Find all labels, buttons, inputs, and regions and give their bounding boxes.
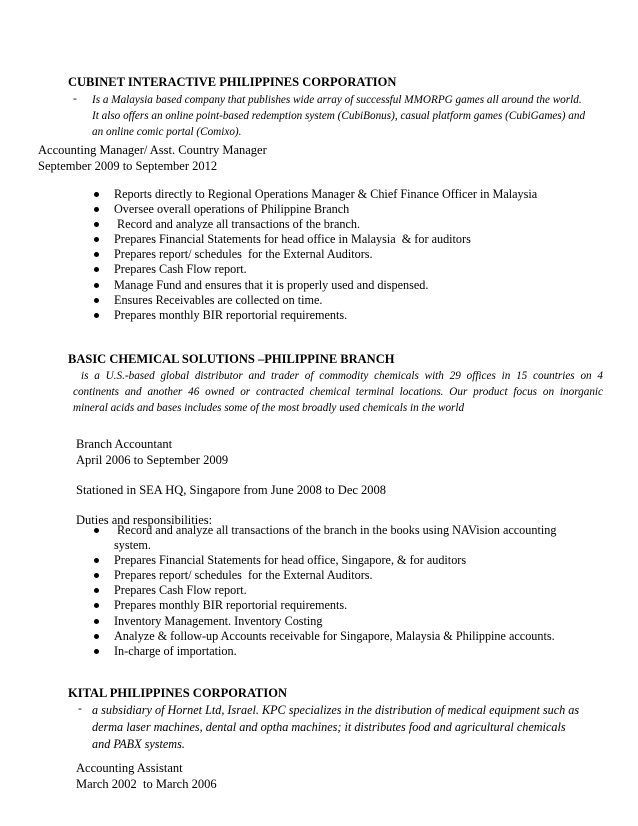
list-item: Prepares Financial Statements for head office, Singapore, & for auditors [114,553,556,568]
bullet-icon [94,192,99,197]
bullet-icon [94,207,99,212]
list-item: Analyze & follow-up Accounts receivable for Singapore, Malaysia & Philippine accounts. [114,629,556,644]
company-description-kital [92,702,579,753]
list-item: Record and analyze all transactions of the branch in the books using NAVision accounting [114,523,556,538]
bullet-icon [94,619,99,624]
bullet-icon [94,313,99,318]
job-dates-kital: March 2002 to March 2006 [76,777,217,791]
list-item: Manage Fund and ensures that it is properly used and dispensed. [114,278,537,293]
description-line: is a U.S.-based global distributor and trader of commodity chemicals with 29 offices in 15 countries on 4 [81,370,603,382]
list-item: Reports directly to Regional Operations Manager & Chief Finance Officer in Malaysia [114,187,537,202]
job-position-kital: Accounting Assistant [76,761,183,775]
job-position-cubinet: Accounting Manager/ Asst. Country Manager [38,143,267,157]
description-line: Is a Malaysia based company that publishes wide array of successful MMORPG games all around the world. [92,94,582,106]
bullet-icon [94,558,99,563]
description-line: derma laser machines, dental and optha machines; it distributes food and agricultural chemicals [92,720,566,734]
list-item: Prepares report/ schedules for the External Auditors. [114,247,537,262]
job-dates-cubinet: September 2009 to September 2012 [38,159,218,173]
bullet-icon [94,237,99,242]
company-description-cubinet [92,92,585,140]
list-item: Inventory Management. Inventory Costing [114,614,556,629]
bullet-icon [94,588,99,593]
duties-list-cubinet [114,187,537,323]
bullet-icon [94,649,99,654]
list-item: Prepares monthly BIR reportorial requirements. [114,598,556,613]
dash-marker: - [73,93,77,105]
bullet-icon [94,298,99,303]
list-item: Ensures Receivables are collected on time. [114,293,537,308]
bullet-icon [94,573,99,578]
duties-heading: Duties and responsibilities: [76,513,213,527]
description-line: a subsidiary of Hornet Ltd, Israel. KPC specializes in the distribution of medical equipment such as [92,703,580,717]
bullet-icon [94,267,99,272]
list-item: Oversee overall operations of Philippine Branch [114,202,537,217]
stationed-note: Stationed in SEA HQ, Singapore from June 2008 to Dec 2008 [76,483,387,497]
list-item: Prepares monthly BIR reportorial requirements. [114,308,537,323]
description-line: an online comic portal (Comixo). [92,126,242,138]
description-line: and PABX systems. [92,737,185,751]
bullet-icon [94,528,99,533]
list-item: Record and analyze all transactions of the branch. [114,217,537,232]
company-description-basic [73,368,603,416]
bullet-icon [94,252,99,257]
list-item: Prepares Cash Flow report. [114,262,537,277]
bullet-icon [94,603,99,608]
job-position-basic: Branch Accountant [76,437,173,451]
list-item: Prepares report/ schedules for the External Auditors. [114,568,556,583]
bullet-icon [94,634,99,639]
dash-marker: - [78,703,82,715]
list-item: In-charge of importation. [114,644,556,659]
list-item: Prepares Cash Flow report. [114,583,556,598]
company-name-cubinet: CUBINET INTERACTIVE PHILIPPINES CORPORATION [68,75,397,89]
description-line: mineral acids and bases includes some of the most broadly used chemicals in the world [73,402,465,414]
company-name-basic: BASIC CHEMICAL SOLUTIONS –PHILIPPINE BRANCH [68,352,395,366]
bullet-icon [94,222,99,227]
description-line: It also offers an online point-based redemption system (CubiBonus), casual platform games (CubiGames) and [92,110,586,122]
list-item: Prepares Financial Statements for head office in Malaysia & for auditors [114,232,537,247]
description-line: continents and another 46 owned or contracted chemical terminal locations. Our product focus on inorganic [73,386,603,398]
job-dates-basic: April 2006 to September 2009 [76,453,229,467]
bullet-icon [94,283,99,288]
duties-list-basic [114,523,556,659]
company-name-kital: KITAL PHILIPPINES CORPORATION [68,686,288,700]
list-item-continuation: system. [114,538,151,553]
